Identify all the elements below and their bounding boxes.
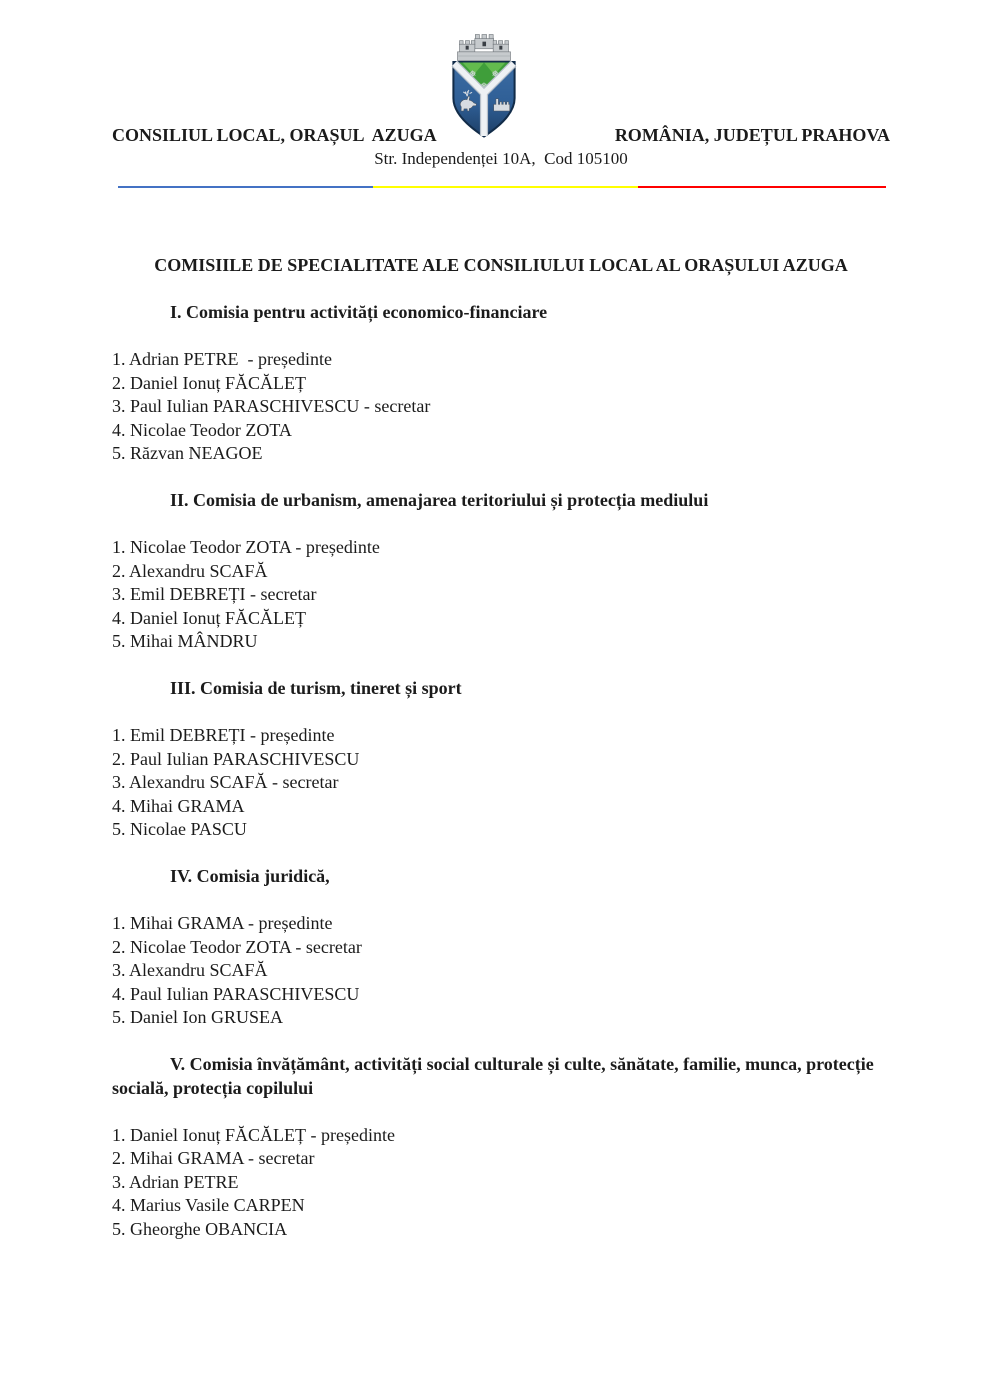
- member-line: 3. Alexandru SCAFĂ: [112, 960, 268, 980]
- section-4: [112, 865, 890, 1053]
- section-1: [112, 301, 890, 489]
- section-heading: I. Comisia pentru activități economico-financiare: [170, 302, 548, 322]
- azuga-coat-of-arms-icon: [450, 34, 518, 138]
- member-line: 4. Mihai GRAMA: [112, 795, 245, 816]
- address-line: Str. Independenței 10A, Cod 105100: [374, 149, 628, 168]
- member-line: 2. Paul Iulian PARASCHIVESCU: [112, 748, 360, 769]
- member-line: 5. Daniel Ion GRUSEA: [112, 1007, 283, 1027]
- member-line: 3. Emil DEBREȚI - secretar: [112, 584, 317, 604]
- letterhead: [112, 124, 890, 146]
- snowflake-icon: ❅: [468, 68, 477, 80]
- document-body: [112, 254, 890, 1241]
- member-line: 2. Alexandru SCAFĂ: [112, 560, 268, 581]
- snowflake-icon: ❅: [491, 68, 500, 80]
- member-line: 2. Daniel Ionuț FĂCĂLEȚ: [112, 372, 306, 393]
- member-line: 1. Nicolae Teodor ZOTA - președinte: [112, 537, 380, 557]
- member-line: 2. Mihai GRAMA - secretar: [112, 1148, 315, 1168]
- member-line: 5. Mihai MÂNDRU: [112, 631, 258, 651]
- member-line: 1. Mihai GRAMA - președinte: [112, 913, 333, 933]
- member-line: 5. Răzvan NEAGOE: [112, 443, 263, 463]
- member-line: 4. Paul Iulian PARASCHIVESCU: [112, 983, 360, 1004]
- document-title: COMISIILE DE SPECIALITATE ALE CONSILIULUI LOCAL AL ORAȘULUI AZUGA: [154, 255, 848, 275]
- member-line: 5. Gheorghe OBANCIA: [112, 1218, 288, 1239]
- member-line: 4. Marius Vasile CARPEN: [112, 1195, 305, 1215]
- section-heading: II. Comisia de urbanism, amenajarea teritoriului și protecția mediului: [170, 490, 709, 510]
- member-line: 1. Adrian PETRE - președinte: [112, 349, 332, 369]
- rule-yellow-segment: [373, 186, 638, 188]
- snowflake-icon: ❅: [480, 81, 488, 93]
- section-3: [112, 677, 890, 865]
- section-heading: IV. Comisia juridică,: [170, 866, 330, 886]
- mural-crown: [457, 35, 510, 61]
- member-line: 3. Alexandru SCAFĂ - secretar: [112, 772, 339, 792]
- rule-blue-segment: [118, 186, 373, 188]
- section-heading: V. Comisia învățământ, activități social culturale și culte, sănătate, familie, munca, protecție socială, protecția copilului: [112, 1054, 879, 1098]
- org-name: CONSILIUL LOCAL, ORAȘUL AZUGA: [112, 125, 437, 145]
- member-line: 4. Daniel Ionuț FĂCĂLEȚ: [112, 607, 306, 628]
- section-2: [112, 489, 890, 677]
- member-line: 3. Adrian PETRE: [112, 1171, 239, 1192]
- member-line: 5. Nicolae PASCU: [112, 819, 247, 839]
- tricolor-rule: [118, 186, 886, 188]
- member-line: 2. Nicolae Teodor ZOTA - secretar: [112, 936, 362, 957]
- member-line: 1. Emil DEBREȚI - președinte: [112, 725, 335, 745]
- member-line: 4. Nicolae Teodor ZOTA: [112, 419, 292, 440]
- section-5: [112, 1053, 890, 1241]
- region-name: ROMÂNIA, JUDEȚUL PRAHOVA: [614, 125, 890, 145]
- section-heading: III. Comisia de turism, tineret și sport: [170, 678, 462, 698]
- member-line: 3. Paul Iulian PARASCHIVESCU - secretar: [112, 396, 431, 416]
- member-line: 1. Daniel Ionuț FĂCĂLEȚ - președinte: [112, 1124, 395, 1145]
- rule-red-segment: [638, 186, 886, 188]
